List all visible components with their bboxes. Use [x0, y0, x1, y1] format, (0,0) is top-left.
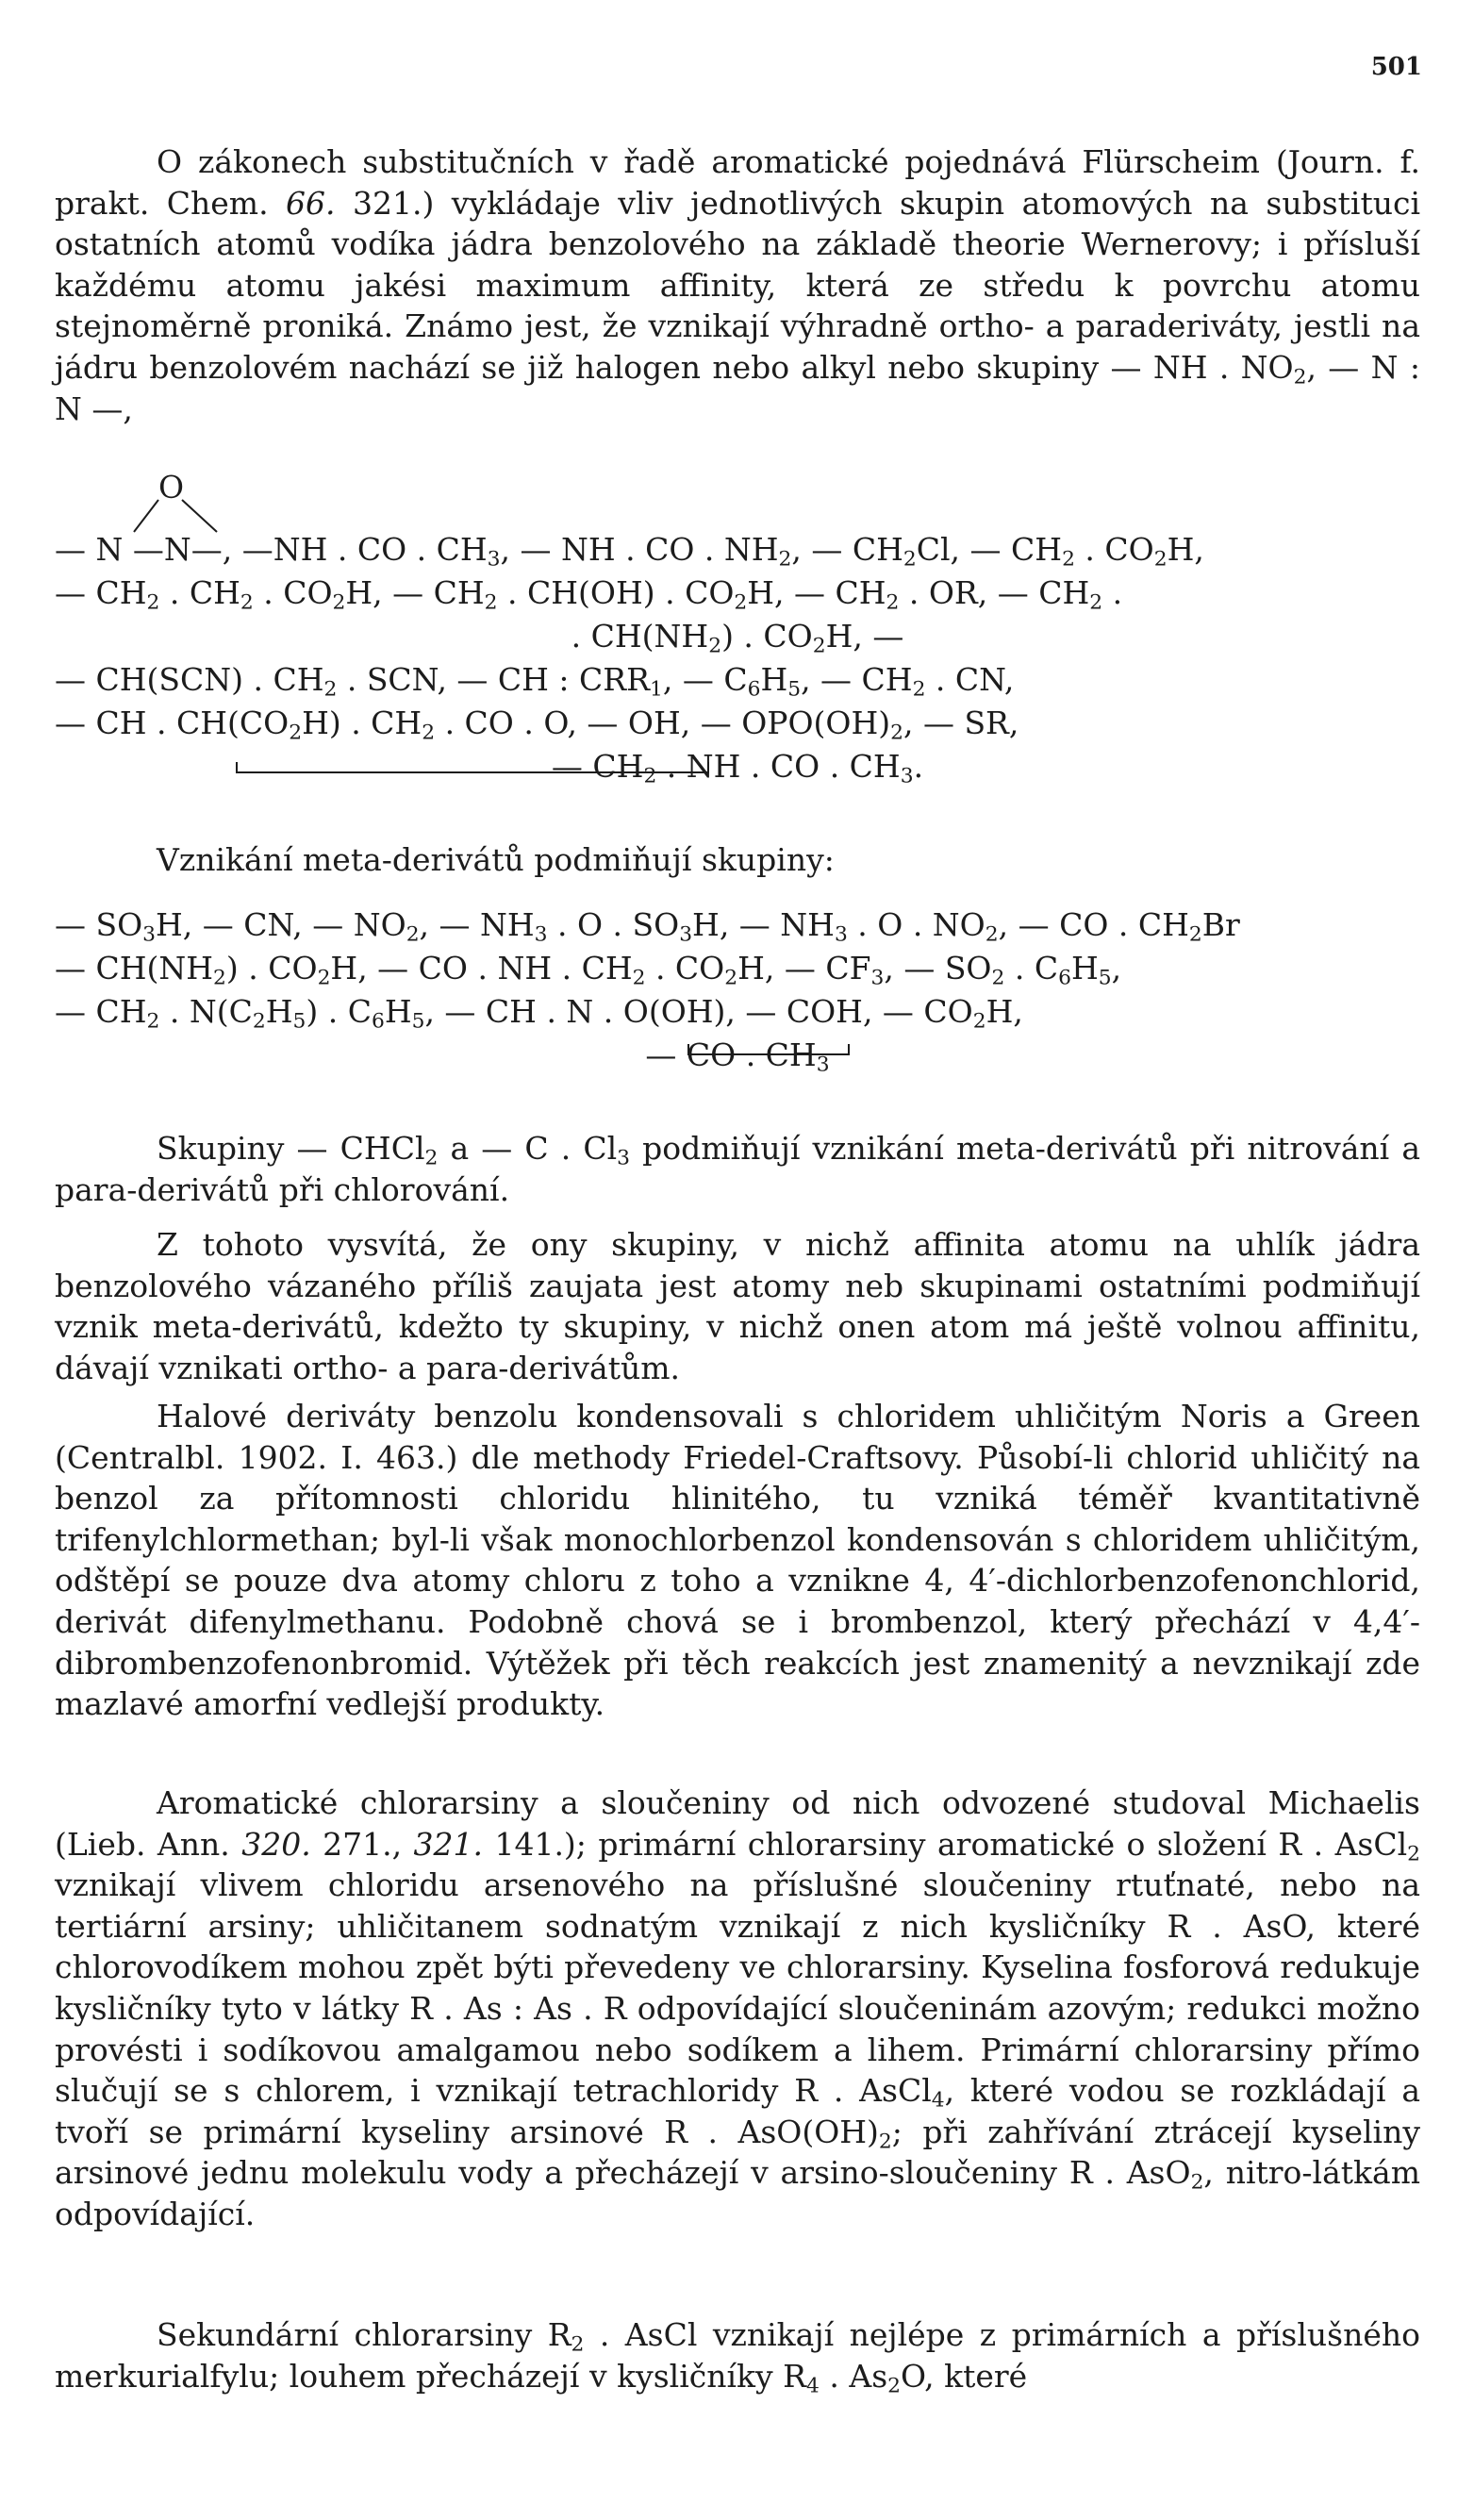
paragraph-sekundarni: Sekundární chlorarsiny $R_2$ . AsCl vznikají nejlépe z primárních a příslušného merkurialfylu; louhem přecházejí v kysličníky $R_4$ . $As_2O$, které: [55, 2316, 1420, 2398]
paragraph-chcl2: Skupiny — CHCl$_2$ a — C . $Cl_3$ podmiňují vznikání meta-derivátů při nitrování a para-derivátů při chlorování.: [55, 1130, 1420, 1208]
ring-oxygen-label: O: [158, 470, 185, 506]
formula-line: — CH . $CH(CO_2H)$ . $CH_2$ . CO . O, — OH, — $OPO(OH)_2$, — SR,: [55, 705, 1019, 745]
formula-line: — $CH_2$ . $CH_2$ . $CO_2H$, — $CH_2$ . CH(OH) . $CO_2H$, — $CH_2$ . OR, — $CH_2$ .: [55, 574, 1123, 615]
ring-bond-left: [134, 500, 158, 532]
formula-line: — $CH_2$ . $N(C_2H_5)$ . $C_6H_5$, — CH . N . O(OH), — COH, — $CO_2H$,: [55, 993, 1023, 1034]
formula-line: — CH(SCN) . $CH_2$ . SCN, — CH : $CRR_1$, — $C_6H_5$, — $CH_2$ . CN,: [55, 661, 1015, 702]
formula-line: — N —N—, —NH . CO . $CH_3$, — NH . CO . $NH_2$, — $CH_2Cl$, — $CH_2$ . $CO_2H$,: [55, 531, 1204, 572]
paragraph-meta-intro: Vznikání meta-derivátů podmiňují skupiny:: [157, 841, 835, 878]
formula-line: — $CH_2$ . NH . CO . $CH_3$.: [551, 748, 924, 788]
paragraph-flurscheim: O zákonech substitučních v řadě aromatické pojednává Flürscheim (Journ. f. prakt. Chem. 66. 321.) vykládaje vliv jednotlivých skupin atomových na substituci ostatních atomů vodíka jádra benzolového na základě theorie Wernerovy; i přísluší každému atomu jakési maximum affinity, která ze středu k povrchu atomu stejnoměrně proniká. Známo jest, že vznikají výhradně ortho- a paraderiváty, jestli na jádru benzolovém nachází se již halogen nebo alkyl nebo skupiny — NH . $NO_2$, — N : N —,: [55, 143, 1420, 427]
ortho-para-groups-formula: [55, 528, 1420, 788]
paragraph-affinity: Z tohoto vysvítá, že ony skupiny, v nichž affinita atomu na uhlík jádra benzolového vázaného příliš zaujata jest atomy neb skupinami ostatními podmiňují vznik meta-derivátů, kdežto ty skupiny, v nichž onen atom má ještě volnou affinitu, dávají vznikati ortho- a para-derivátům.: [55, 1226, 1420, 1386]
formula-line: . $CH(NH_2)$ . $CO_2H$, —: [571, 618, 904, 658]
bracket-connector-2: [687, 1044, 850, 1055]
paragraph-halove-derivaty: Halové deriváty benzolu kondensovali s chloridem uhličitým Noris a Green (Centralbl. 1902. I. 463.) dle methody Friedel-Craftsovy. Působí-li chlorid uhličitý na benzol za přítomnosti chloridu hlinitého, tu vzniká téměř kvantitativně trifenylchlormethan; byl-li však monochlorbenzol kondensován s chloridem uhličitým, odštěpí se pouze dva atomy chloru z toho a vznikne 4, 4′-dichlorbenzofenonchlorid, derivát difenylmethanu. Podobně chová se i brombenzol, který přechází v 4,4′-dibrombenzofenonbromid. Výtěžek při těch reakcích jest znamenitý a nevznikají zde mazlavé amorfní vedlejší produkty.: [55, 1398, 1420, 1723]
formula-line: — $SO_3H$, — CN, — $NO_2$, — $NH_3$ . O . $SO_3H$, — $NH_3$ . O . $NO_2$, — CO . $CH_2Br$: [55, 906, 1240, 947]
bracket-connector: [236, 762, 709, 773]
paragraph-chlorarsiny: Aromatické chlorarsiny a sloučeniny od nich odvozené studoval Michaelis (Lieb. Ann. 320. 271., 321. 141.); primární chlorarsiny aromatické o složení R . AsCl$_2$ vznikají vlivem chloridu arsenového na příslušné sloučeniny rtuťnaté, nebo na tertiární arsiny; uhličitanem sodnatým vznikají z nich kysličníky R . AsO, které chlorovodíkem mohou zpět býti převedeny ve chlorarsiny. Kyselina fosforová redukuje kysličníky tyto v látky R . As : As . R odpovídající sloučeninám azovým; redukci možno provésti i sodíkovou amalgamou nebo sodíkem a lihem. Primární chlorarsiny přímo slučují se s chlorem, i vznikají tetrachloridy R . AsCl$_4$, které vodou se rozkládají a tvoří se primární kyseliny arsinové R . $AsO(OH)_2$; při zahřívání ztrácejí kyseliny arsinové jednu molekulu vody a přecházejí v arsino-sloučeniny R . AsO$_2$, nitro-látkám odpovídající.: [55, 1784, 1421, 2232]
page-number: 501: [1370, 53, 1422, 81]
ring-bond-right: [182, 500, 217, 532]
formula-line: — $CH(NH_2)$ . $CO_2H$, — CO . NH . $CH_2$ . $CO_2H$, — $CF_3$, — $SO_2$ . $C_6H_5$,: [55, 950, 1122, 990]
formula-line: — CO . $CH_3$: [645, 1036, 830, 1077]
